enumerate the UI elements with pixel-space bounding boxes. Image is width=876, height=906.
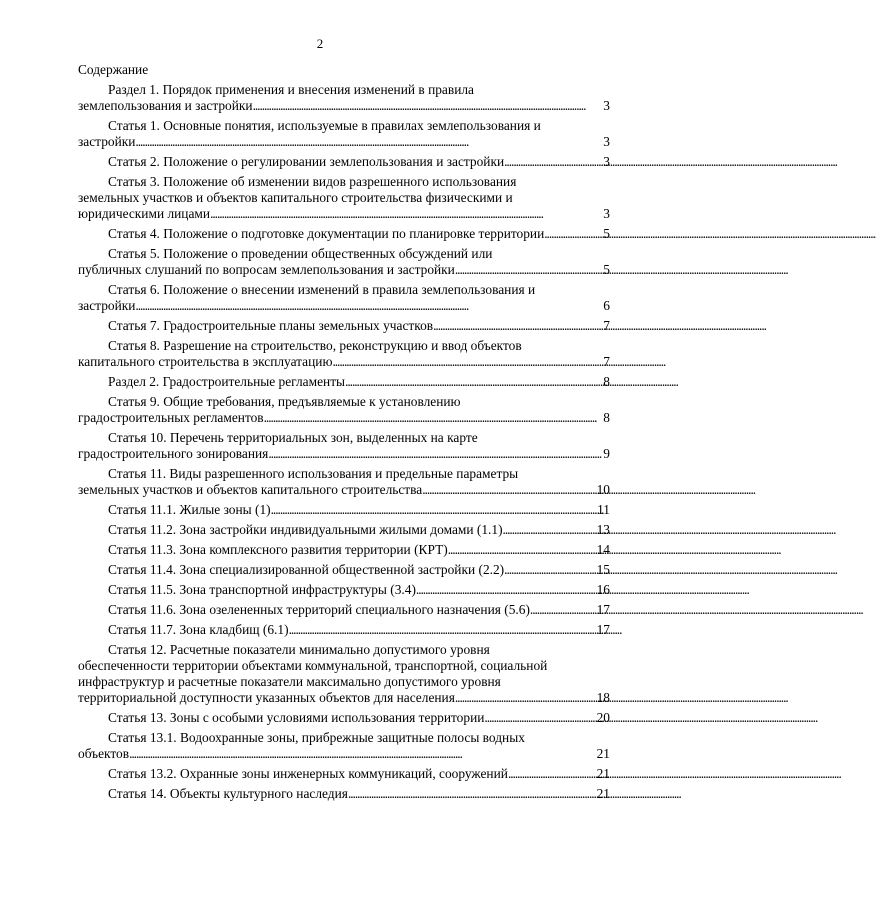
- toc-entry[interactable]: [78, 318, 610, 334]
- toc-page-number: 16: [596, 582, 610, 597]
- dot-leader: [289, 622, 595, 638]
- toc-entry-text: Статья 6. Положение о внесении изменений в правила землепользования и: [108, 282, 536, 297]
- toc-entry-text: градостроительного зонирования: [78, 446, 269, 461]
- dot-leader: [422, 482, 594, 498]
- toc-entry-text: земельных участков и объектов капитального строительства: [78, 482, 423, 497]
- toc-page-number: 20: [596, 710, 610, 725]
- toc-entry-text: Статья 10. Перечень территориальных зон, выделенных на карте: [108, 430, 478, 445]
- toc-entry-text: Статья 11.1. Жилые зоны (1): [108, 502, 271, 517]
- toc-entry-text: Статья 13. Зоны с особыми условиями использования территории: [108, 710, 485, 725]
- toc-entry-text: Статья 12. Расчетные показатели минимально допустимого уровня: [108, 642, 490, 657]
- toc-entry[interactable]: [78, 562, 610, 578]
- toc-page-number: 3: [603, 134, 610, 149]
- toc-entry[interactable]: [78, 730, 610, 762]
- dot-leader: [416, 582, 595, 598]
- toc-page-number: 9: [603, 446, 610, 461]
- dot-leader: [253, 98, 602, 114]
- toc-entry-text: территориальной доступности указанных объектов для населения: [78, 690, 455, 705]
- toc-entry[interactable]: [78, 226, 610, 242]
- toc-page-number: 3: [603, 154, 610, 169]
- toc-entry[interactable]: [78, 466, 610, 498]
- dot-leader: [210, 206, 601, 222]
- dot-leader: [455, 690, 595, 706]
- toc-entry-text: Статья 11.4. Зона специализированной общественной застройки (2.2): [108, 562, 505, 577]
- dot-leader: [530, 602, 595, 618]
- toc-page-number: 3: [603, 206, 610, 221]
- toc-entry[interactable]: [78, 622, 610, 638]
- toc-entry[interactable]: [78, 394, 610, 426]
- toc-entry[interactable]: [78, 522, 610, 538]
- toc-entry[interactable]: [78, 602, 610, 618]
- toc-entry[interactable]: [78, 430, 610, 462]
- dot-leader: [135, 298, 601, 314]
- dot-leader: [448, 542, 595, 558]
- toc-entry[interactable]: [78, 118, 610, 150]
- table-of-contents: [78, 62, 610, 806]
- toc-page-number: 17: [596, 602, 610, 617]
- toc-title: Содержание: [78, 62, 149, 77]
- toc-entry[interactable]: [78, 710, 610, 726]
- dot-leader: [129, 746, 595, 762]
- toc-entry-text: Раздел 1. Порядок применения и внесения изменений в правила: [108, 82, 474, 97]
- toc-entry[interactable]: [78, 582, 610, 598]
- toc-entry-text: застройки: [78, 134, 136, 149]
- toc-entry-text: Статья 8. Разрешение на строительство, реконструкцию и ввод объектов: [108, 338, 522, 353]
- toc-page-number: 8: [603, 374, 610, 389]
- toc-page-number: 11: [597, 502, 610, 517]
- toc-entry-text: Статья 1. Основные понятия, используемые в правилах землепользования и: [108, 118, 541, 133]
- dot-leader: [484, 710, 594, 726]
- toc-entry-text: градостроительных регламентов: [78, 410, 264, 425]
- toc-page-number: 21: [596, 786, 610, 801]
- page-number: 2: [316, 36, 324, 51]
- dot-leader: [348, 786, 595, 802]
- toc-page-number: 21: [596, 746, 610, 761]
- toc-entry-text: Статья 11.5. Зона транспортной инфраструктуры (3.4): [108, 582, 416, 597]
- toc-entry-text: обеспеченности территории объектами коммунальной, транспортной, социальной: [78, 658, 548, 673]
- toc-entry-text: Статья 11.6. Зона озелененных территорий специального назначения (5.6): [108, 602, 530, 617]
- dot-leader: [268, 446, 601, 462]
- toc-entry-text: Статья 13.2. Охранные зоны инженерных коммуникаций, сооружений: [108, 766, 508, 781]
- toc-page-number: 5: [603, 262, 610, 277]
- toc-page-number: 13: [596, 522, 610, 537]
- toc-entry-text: Статья 4. Положение о подготовке документации по планировке территории: [108, 226, 545, 241]
- toc-entry[interactable]: [78, 374, 610, 390]
- toc-entry-text: Статья 5. Положение о проведении общественных обсуждений или: [108, 246, 493, 261]
- toc-entry[interactable]: [78, 82, 610, 114]
- toc-page-number: 17: [596, 622, 610, 637]
- toc-page-number: 21: [596, 766, 610, 781]
- toc-entry-text: Статья 11. Виды разрешенного использования и предельные параметры: [108, 466, 519, 481]
- dot-leader: [508, 766, 595, 782]
- toc-page-number: 14: [596, 542, 610, 557]
- dot-leader: [345, 374, 601, 390]
- dot-leader: [544, 226, 601, 242]
- toc-entry-text: публичных слушаний по вопросам землепользования и застройки: [78, 262, 455, 277]
- toc-entry-text: Статья 13.1. Водоохранные зоны, прибрежные защитные полосы водных: [108, 730, 525, 745]
- toc-entry-text: Статья 7. Градостроительные планы земельных участков: [108, 318, 434, 333]
- toc-page-number: 6: [603, 298, 610, 313]
- toc-entry[interactable]: [78, 154, 610, 170]
- dot-leader: [503, 522, 595, 538]
- toc-entry[interactable]: [78, 766, 610, 782]
- toc-page-number: 8: [603, 410, 610, 425]
- toc-entry-text: земельных участков и объектов капитального строительства физическими и: [78, 190, 513, 205]
- toc-entry-text: объектов: [78, 746, 130, 761]
- toc-entry[interactable]: [78, 338, 610, 370]
- toc-entry-text: Статья 14. Объекты культурного наследия: [108, 786, 348, 801]
- toc-entry-text: Статья 11.7. Зона кладбищ (6.1): [108, 622, 289, 637]
- toc-page-number: 10: [596, 482, 610, 497]
- dot-leader: [433, 318, 601, 334]
- dot-leader: [504, 154, 601, 170]
- dot-leader: [271, 502, 595, 518]
- toc-entry-text: капитального строительства в эксплуатацию: [78, 354, 333, 369]
- dot-leader: [332, 354, 601, 370]
- toc-page-number: 7: [603, 354, 610, 369]
- toc-entry[interactable]: [78, 246, 610, 278]
- toc-entry-text: землепользования и застройки: [78, 98, 253, 113]
- toc-entry[interactable]: [78, 502, 610, 518]
- toc-page-number: 15: [596, 562, 610, 577]
- toc-entry-text: Статья 11.2. Зона застройки индивидуальными жилыми домами (1.1): [108, 522, 503, 537]
- toc-entry[interactable]: [78, 786, 610, 802]
- toc-entry-text: Статья 3. Положение об изменении видов разрешенного использования: [108, 174, 517, 189]
- toc-page-number: 3: [603, 98, 610, 113]
- dot-leader: [455, 262, 601, 278]
- toc-entry-text: Статья 9. Общие требования, предъявляемые к установлению: [108, 394, 461, 409]
- toc-entry[interactable]: [78, 542, 610, 558]
- toc-entry-text: Статья 11.3. Зона комплексного развития территории (КРТ): [108, 542, 448, 557]
- toc-page-number: 5: [603, 226, 610, 241]
- toc-page-number: 18: [596, 690, 610, 705]
- toc-entry-text: юридическими лицами: [78, 206, 211, 221]
- toc-entry-text: Раздел 2. Градостроительные регламенты: [108, 374, 346, 389]
- toc-entry-text: застройки: [78, 298, 136, 313]
- dot-leader: [264, 410, 602, 426]
- dot-leader: [135, 134, 601, 150]
- toc-page-number: 7: [603, 318, 610, 333]
- toc-entry-text: Статья 2. Положение о регулировании землепользования и застройки: [108, 154, 505, 169]
- toc-entry-text: инфраструктур и расчетные показатели максимально допустимого уровня: [78, 674, 501, 689]
- toc-entry[interactable]: [78, 174, 610, 222]
- toc-entry[interactable]: [78, 642, 610, 706]
- toc-entries: [78, 82, 610, 802]
- toc-entry[interactable]: [78, 282, 610, 314]
- dot-leader: [504, 562, 594, 578]
